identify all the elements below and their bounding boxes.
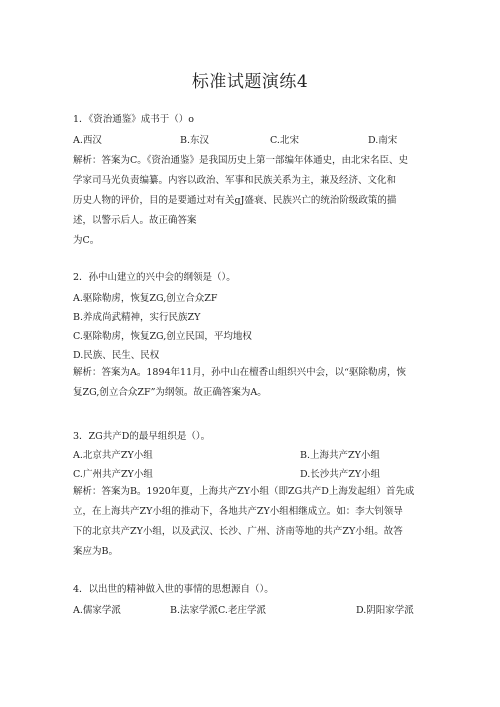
analysis-line: 历史人物的评价，目的是要通过对有关gJ盛衰、民族兴亡的统治阶级政策的描 xyxy=(73,195,397,206)
question-1-stem: 1．《资治通鉴》成书于（）o xyxy=(73,114,195,125)
question-2-analysis xyxy=(73,363,438,403)
analysis-line: 述，以警示后人。故正确答案 xyxy=(73,215,197,226)
question-3-option-b: B.上海共产ZY小组 xyxy=(300,450,380,461)
question-3-stem: 3．ZG共产D的最早组织是（）。 xyxy=(73,431,211,442)
analysis-line: 复ZG,创立合众ZF”为纲领。故正确答案为A。 xyxy=(73,387,267,398)
analysis-line: 案应为B。 xyxy=(73,546,118,557)
question-4-stem: 4．以出世的精神做入世的事情的思想源自（）。 xyxy=(73,584,274,595)
question-4-option-bc: B.法家学派C.老庄学派 xyxy=(170,605,266,616)
question-4-option-d: D.阴阳家学派 xyxy=(356,605,414,616)
analysis-line: 解析：答案为B。1920年夏，上海共产ZY小组（即ZG共产D上海发起组）首先成 xyxy=(73,486,415,497)
analysis-line: 解析：答案为C。《资治通鉴》是我国历史上第一部编年体通史，由北宋名臣、史 xyxy=(73,155,409,166)
page-title: 标准试题演练4 xyxy=(191,72,309,92)
question-3-option-d: D.长沙共产ZY小组 xyxy=(300,469,381,480)
question-2-option-b: B.养成尚武精神，实行民族ZY xyxy=(73,312,201,323)
analysis-line: 学家司马光负责编纂。内容以政治、军事和民族关系为主，兼及经济、文化和 xyxy=(73,175,397,186)
question-1-option-c: C.北宋 xyxy=(270,135,299,146)
question-3-option-a: A.北京共产ZY小组 xyxy=(73,450,153,461)
question-1-option-d: D.南宋 xyxy=(368,135,398,146)
question-2-stem: 2．孙中山建立的兴中会的纲领是（）。 xyxy=(73,272,236,283)
question-1-option-b: B.东汉 xyxy=(180,135,210,146)
question-1-analysis xyxy=(73,151,438,251)
question-2-option-d: D.民族、民生、民权 xyxy=(73,350,160,361)
question-1-option-a: A.西汉 xyxy=(73,135,102,146)
question-4-option-a: A.儒家学派 xyxy=(73,605,121,616)
analysis-line: 下的北京共产ZY小组，以及武汉、长沙、广州、济南等地的共产ZY小组。故答 xyxy=(73,526,403,537)
analysis-line: 为C。 xyxy=(73,235,100,246)
question-3-analysis xyxy=(73,482,438,562)
question-3-option-c: C.广州共产ZY小组 xyxy=(73,469,153,480)
analysis-line: 解析：答案为A。1894年11月，孙中山在檀香山组织兴中会，以“驱除勒虏，恢 xyxy=(73,367,406,378)
analysis-line: 立，在上海共产ZY小组的推动下，各地共产ZY小组相继成立。如：李大钊领导 xyxy=(73,506,403,517)
question-2-option-c: C.驱除勒虏，恢复ZG,创立民国，平均地权 xyxy=(73,331,252,342)
question-2-option-a: A.驱除勒虏，恢复ZG,创立合众ZF xyxy=(73,293,218,304)
